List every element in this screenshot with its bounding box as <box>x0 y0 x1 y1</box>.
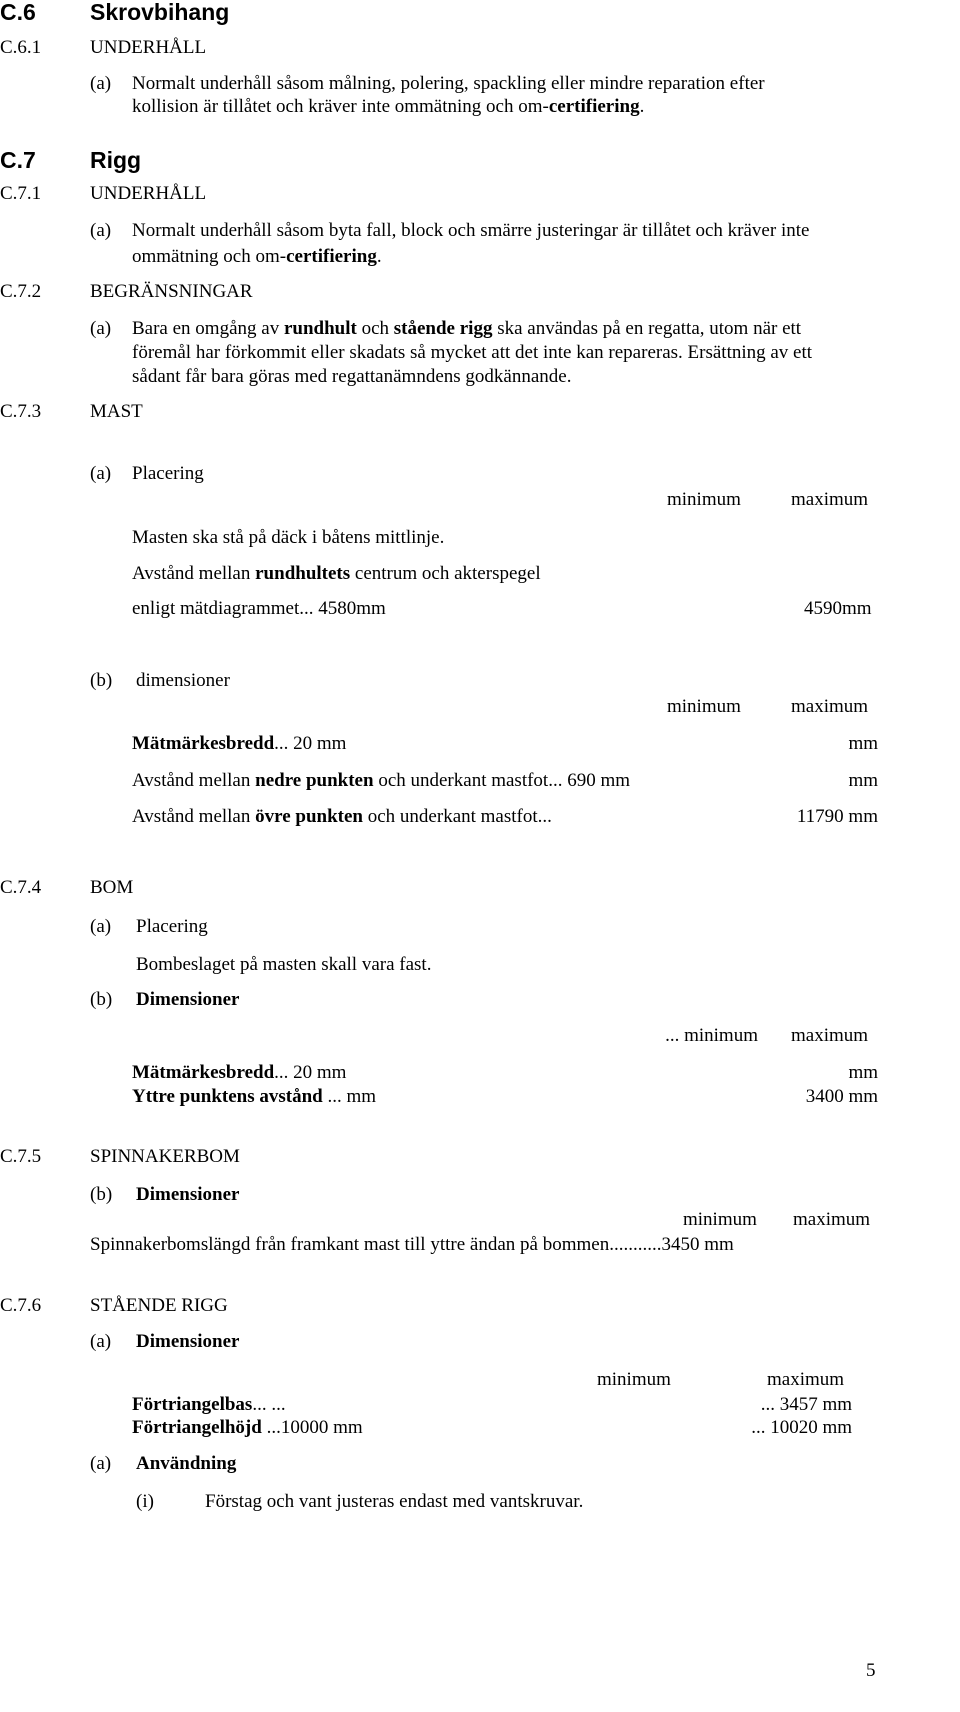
subsection-number-c75: C.7.5 <box>0 1146 42 1167</box>
rigg-anvandning-text: Förstag och vant justeras endast med vantskruvar. <box>205 1491 584 1512</box>
subsection-title-c71: UNDERHÅLL <box>90 183 207 204</box>
subsection-number-c76: C.7.6 <box>0 1295 42 1316</box>
mast-enligt-max: 4590mm <box>804 598 872 619</box>
item-title-anvandning: Användning <box>136 1453 237 1474</box>
item-label-c76a2-i: (i) <box>136 1491 154 1512</box>
column-header-minimum: ... minimum <box>665 1025 758 1046</box>
page-number: 5 <box>866 1660 876 1681</box>
subsection-number-c61: C.6.1 <box>0 37 42 58</box>
subsection-title-c73: MAST <box>90 401 143 422</box>
subsection-number-c71: C.7.1 <box>0 183 42 204</box>
column-header-minimum: minimum <box>683 1209 757 1230</box>
item-title-dimensioner: Dimensioner <box>136 1331 240 1352</box>
paragraph-c72a-line3: sådant får bara göras med regattanämndens godkännande. <box>132 366 572 387</box>
item-label-c61a: (a) <box>90 73 112 94</box>
subsection-title-c75: SPINNAKERBOM <box>90 1146 240 1167</box>
rigg-row-fortriangelbas: Förtriangelbas... ... <box>132 1394 286 1415</box>
rigg-row-fortriangelbas-max: ... 3457 mm <box>760 1394 852 1415</box>
subsection-title-c76: STÅENDE RIGG <box>90 1295 228 1316</box>
column-header-maximum: maximum <box>791 489 869 510</box>
mast-row-ovre-punkten: Avstånd mellan övre punkten och underkant mastfot... <box>132 806 552 827</box>
mast-row-nedre-punkten-max: mm <box>848 770 878 791</box>
subsection-title-c72: BEGRÄNSNINGAR <box>90 281 253 302</box>
item-label-c72a: (a) <box>90 318 112 339</box>
subsection-number-c72: C.7.2 <box>0 281 42 302</box>
mast-row-nedre-punkten: Avstånd mellan nedre punkten och underkant mastfot... 690 mm <box>132 770 631 791</box>
mast-mittlinje-text: Masten ska stå på däck i båtens mittlinje. <box>132 527 445 548</box>
subsection-title-c61: UNDERHÅLL <box>90 37 207 58</box>
item-title-dimensioner: Dimensioner <box>136 989 240 1010</box>
mast-row-matmarkesbredd-max: mm <box>848 733 878 754</box>
term-certifiering: certifiering <box>548 96 640 117</box>
item-label-c73a: (a) <box>90 463 112 484</box>
item-title-placering: Placering <box>132 463 204 484</box>
column-header-minimum: minimum <box>597 1369 671 1390</box>
rigg-row-fortriangelhojd: Förtriangelhöjd ...10000 mm <box>132 1417 363 1438</box>
column-header-minimum: minimum <box>667 489 741 510</box>
bom-row-matmarkesbredd-max: mm <box>848 1062 878 1083</box>
section-title-c6: Skrovbihang <box>90 0 230 25</box>
item-label-c76a: (a) <box>90 1331 112 1352</box>
subsection-number-c74: C.7.4 <box>0 877 42 898</box>
paragraph-c72a-line2: föremål har förkommit eller skadats så mycket att det inte kan repareras. Ersättning av ett <box>132 342 813 363</box>
column-header-minimum: minimum <box>667 696 741 717</box>
column-header-maximum: maximum <box>767 1369 845 1390</box>
spinnakerbom-row-langd: Spinnakerbomslängd från framkant mast till yttre ändan på bommen...........3450 mm <box>90 1234 734 1255</box>
subsection-title-c74: BOM <box>90 877 134 898</box>
item-title-dimensioner: dimensioner <box>136 670 230 691</box>
term-rundhultets: rundhultets <box>255 563 351 584</box>
mast-row-matmarkesbredd: Mätmärkesbredd... 20 mm <box>132 733 347 754</box>
mast-row-ovre-punkten-max: 11790 mm <box>796 806 878 827</box>
term-staende-rigg: stående rigg <box>393 318 493 339</box>
item-label-c73b: (b) <box>90 670 113 691</box>
subsection-number-c73: C.7.3 <box>0 401 42 422</box>
term-rundhult: rundhult <box>283 318 357 339</box>
bom-placering-text: Bombeslaget på masten skall vara fast. <box>136 954 432 975</box>
item-title-dimensioner: Dimensioner <box>136 1184 240 1205</box>
section-title-c7: Rigg <box>90 147 142 173</box>
bom-row-yttre-punktens-avstand: Yttre punktens avstånd ... mm <box>132 1086 377 1107</box>
paragraph-c61a-line1: Normalt underhåll såsom målning, polering, spackling eller mindre reparation efter <box>132 73 765 94</box>
column-header-maximum: maximum <box>791 1025 869 1046</box>
paragraph-c71a-line1: Normalt underhåll såsom byta fall, block och smärre justeringar är tillåtet och kräver inte <box>132 220 810 241</box>
item-label-c74b: (b) <box>90 989 113 1010</box>
column-header-maximum: maximum <box>791 696 869 717</box>
paragraph-c71a-line2: ommätning och om-certifiering. <box>132 246 382 267</box>
rigg-row-fortriangelhojd-max: ... 10020 mm <box>751 1417 852 1438</box>
item-label-c74a: (a) <box>90 916 112 937</box>
section-number-c6: C.6 <box>0 0 36 25</box>
paragraph-c72a-line1: Bara en omgång av rundhult och stående rigg ska användas på en regatta, utom när ett <box>132 318 802 339</box>
item-title-placering: Placering <box>136 916 208 937</box>
column-header-maximum: maximum <box>793 1209 871 1230</box>
mast-enligt-row: enligt mätdiagrammet... 4580mm <box>132 598 386 619</box>
paragraph-c61a-line2: kollision är tillåtet och kräver inte ommätning och om-certifiering. <box>132 96 645 117</box>
item-label-c75b: (b) <box>90 1184 113 1205</box>
bom-row-matmarkesbredd: Mätmärkesbredd... 20 mm <box>132 1062 347 1083</box>
mast-avstand-text: Avstånd mellan rundhultets centrum och akterspegel <box>132 563 541 584</box>
section-number-c7: C.7 <box>0 147 36 173</box>
item-label-c71a: (a) <box>90 220 112 241</box>
term-certifiering: certifiering <box>286 246 377 267</box>
bom-row-yttre-punktens-avstand-max: 3400 mm <box>805 1086 878 1107</box>
item-label-c76a2: (a) <box>90 1453 112 1474</box>
